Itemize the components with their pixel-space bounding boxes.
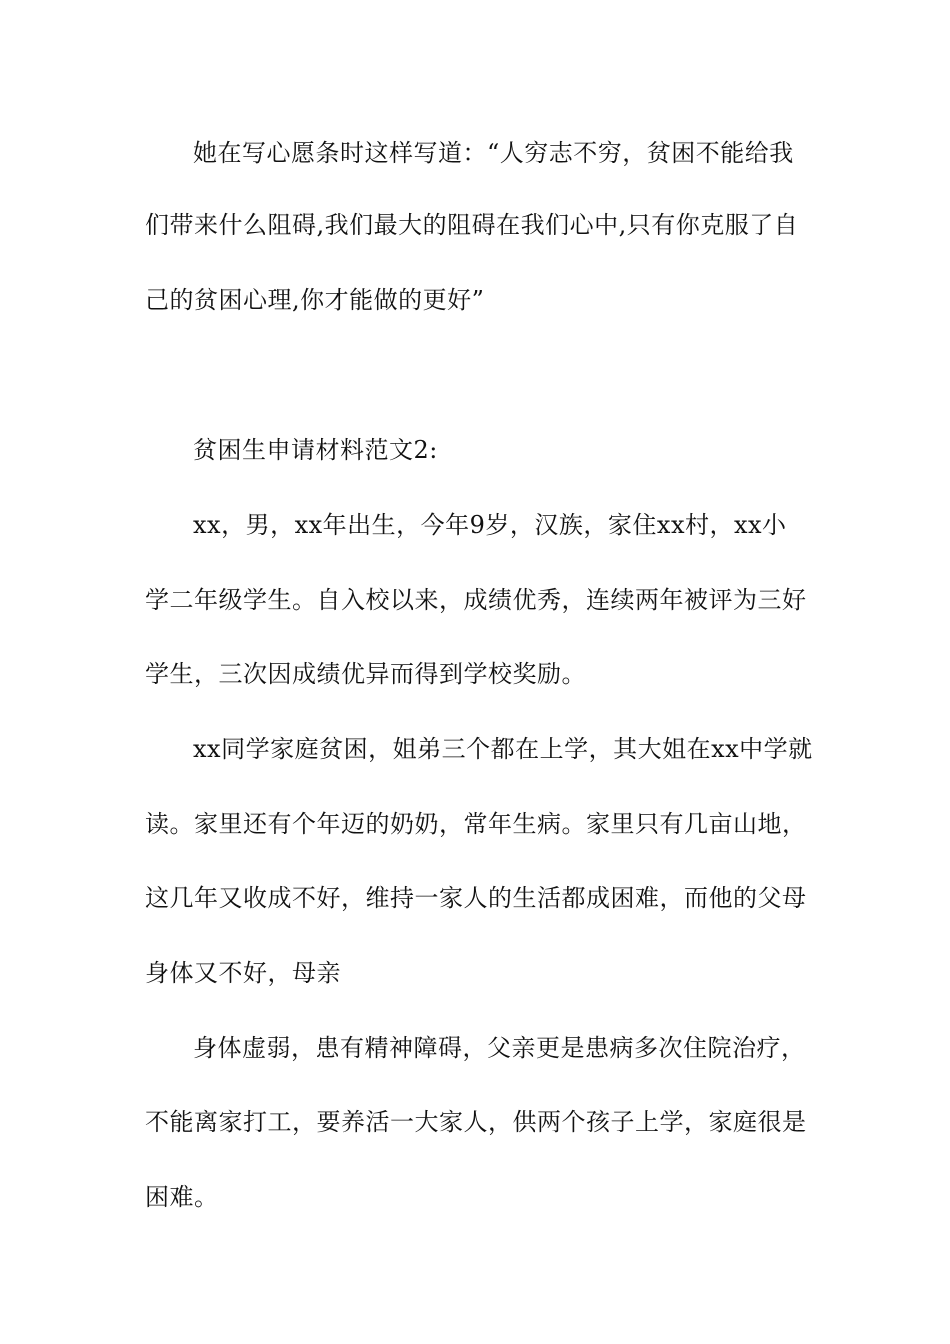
paragraph-line: 身体虚弱，患有精神障碍，父亲更是患病多次住院治疗， <box>193 1034 806 1062</box>
paragraph-line: 困难。 <box>145 1183 219 1211</box>
paragraph-line: 这几年又收成不好，维持一家人的生活都成困难，而他的父母 <box>145 884 807 912</box>
paragraph-line: xx，男，xx年出生，今年9岁，汉族，家住xx村，xx小 <box>193 511 787 539</box>
paragraph-line: 己的贫困心理,你才能做的更好” <box>145 286 485 314</box>
paragraph-line: 她在写心愿条时这样写道：“人穷志不穷，贫困不能给我 <box>193 139 794 167</box>
paragraph-line: 们带来什么阻碍,我们最大的阻碍在我们心中,只有你克服了自 <box>145 211 799 239</box>
paragraph-line: 学生，三次因成绩优异而得到学校奖励。 <box>145 660 586 688</box>
paragraph-line: 学二年级学生。自入校以来，成绩优秀，连续两年被评为三好 <box>145 586 807 614</box>
paragraph-line: 不能离家打工，要养活一大家人，供两个孩子上学，家庭很是 <box>145 1108 807 1136</box>
paragraph-line: 身体又不好，母亲 <box>145 959 341 987</box>
paragraph-line: 读。家里还有个年迈的奶奶，常年生病。家里只有几亩山地， <box>145 810 807 838</box>
section-heading: 贫困生申请材料范文2: <box>193 436 438 464</box>
paragraph-line: xx同学家庭贫困，姐弟三个都在上学，其大姐在xx中学就 <box>193 735 813 763</box>
